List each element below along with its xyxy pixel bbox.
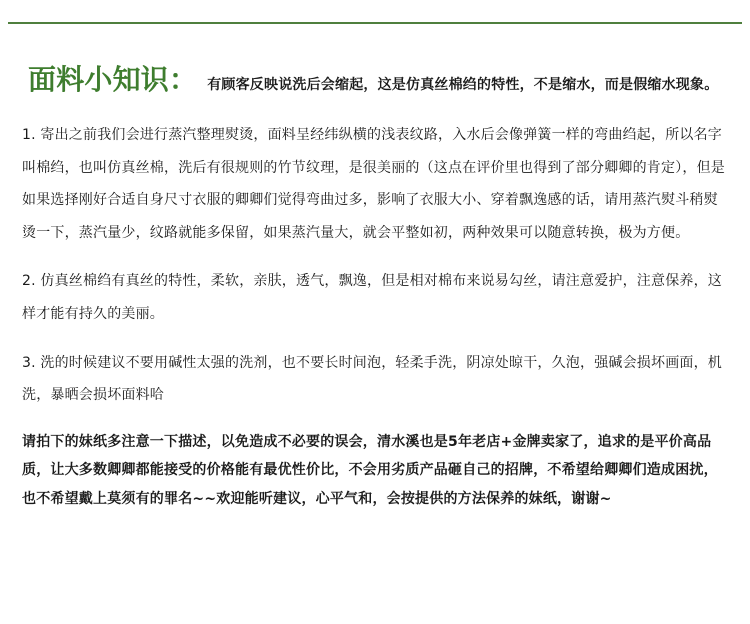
page-title: 面料小知识： (28, 63, 198, 96)
purchase-notice: 请拍下的妹纸多注意一下描述，以免造成不必要的误会，清水溪也是5年老店+金牌卖家了，追求的是平价高品质，让大多数卿卿都能接受的价格能有最优性价比，不会用劣质产品砸自己的招牌，不希望给卿卿们造成困扰，也不希望戴上莫须有的罪名~~欢迎能听建议，心平气和，会按提供的方法保养的妹纸，谢谢~ (22, 433, 718, 507)
fabric-notes-section (22, 62, 726, 513)
top-divider-line (8, 22, 742, 24)
point-3: 3. 洗的时候建议不要用碱性太强的洗剂，也不要长时间泡，轻柔手洗，阴凉处晾干，久泡，强碱会损坏画面，机洗，暴晒会损坏面料哈 (22, 354, 723, 404)
point-1: 1. 寄出之前我们会进行蒸汽整理熨烫，面料呈经纬纵横的浅表纹路，入水后会像弹簧一样的弯曲绉起，所以名字叫棉绉，也叫仿真丝棉，洗后有很规则的竹节纹理，是很美丽的（这点在评价里也得到了部分卿卿的肯定），但是如果选择刚好合适自身尺寸衣服的卿卿们觉得弯曲过多，影响了衣服大小、穿着飘逸感的话，请用蒸汽熨斗稍熨烫一下，蒸汽量少，纹路就能多保留，如果蒸汽量大，就会平整如初，两种效果可以随意转换，极为方便。 (22, 127, 725, 241)
intro-line (22, 62, 726, 103)
intro-text: 有顾客反映说洗后会缩起，这是仿真丝棉绉的特性，不是缩水，而是假缩水现象。 (207, 77, 719, 93)
point-2: 2. 仿真丝棉绉有真丝的特性，柔软，亲肤，透气，飘逸，但是相对棉布来说易勾丝，请注意爱护，注意保养，这样才能有持久的美丽。 (22, 273, 723, 322)
